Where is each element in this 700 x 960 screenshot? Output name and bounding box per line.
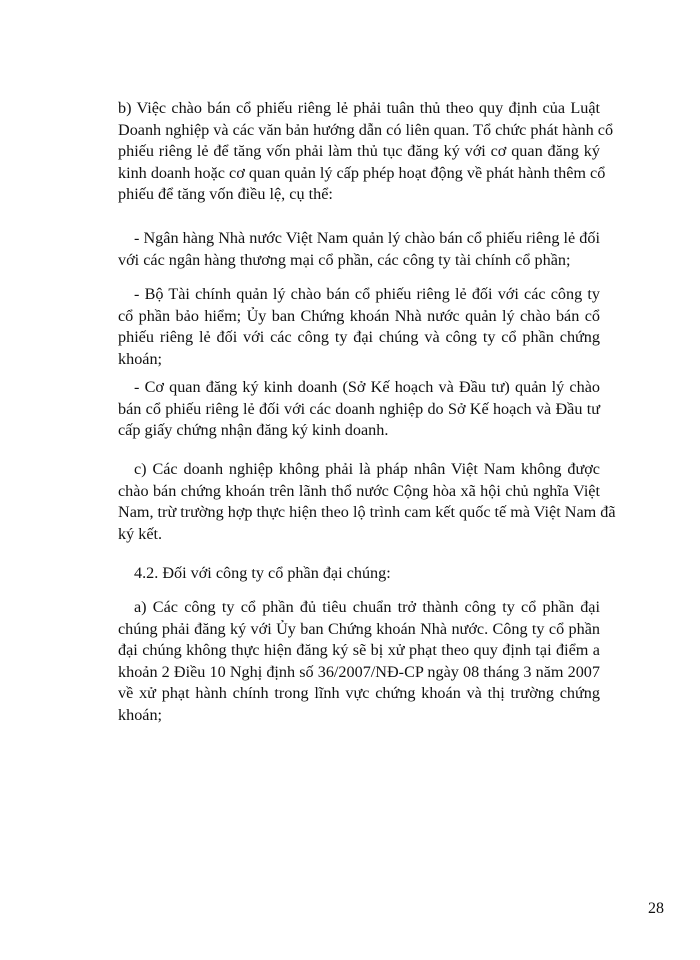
text-line: a) Các công ty cổ phần đủ tiêu chuẩn trở thành công ty cổ phần đại <box>134 598 600 616</box>
paragraph-bullet-ministry-finance <box>118 284 600 370</box>
text-line: về xử phạt hành chính trong lĩnh vực chứng khoán và thị trường chứng <box>118 684 600 702</box>
page-number: 28 <box>648 900 664 917</box>
section-heading-4-2 <box>118 563 600 585</box>
paragraph-a <box>118 597 600 726</box>
text-line: - Bộ Tài chính quản lý chào bán cổ phiếu riêng lẻ đối với các công ty <box>134 285 600 303</box>
text-line: 4.2. Đối với công ty cổ phần đại chúng: <box>134 564 391 582</box>
text-line: cấp giấy chứng nhận đăng ký kinh doanh. <box>118 421 389 439</box>
text-line: phiếu riêng lẻ đối với các công ty đại chúng và công ty cổ phần chứng <box>118 328 600 346</box>
text-line: với các ngân hàng thương mại cổ phần, các công ty tài chính cổ phần; <box>118 250 571 269</box>
text-line: chào bán chứng khoán trên lãnh thổ nước Cộng hòa xã hội chủ nghĩa Việt <box>118 481 600 500</box>
text-line: ký kết. <box>118 524 163 543</box>
text-line: khoản 2 Điều 10 Nghị định số 36/2007/NĐ-CP ngày 08 tháng 3 năm 2007 <box>118 662 600 681</box>
text-line: chúng phải đăng ký với Ủy ban Chứng khoán Nhà nước. Công ty cổ phần <box>118 619 600 638</box>
text-line: - Ngân hàng Nhà nước Việt Nam quản lý chào bán cổ phiếu riêng lẻ đối <box>134 229 600 247</box>
paragraph-c <box>118 459 616 545</box>
text-line: - Cơ quan đăng ký kinh doanh (Sở Kế hoạch và Đầu tư) quản lý chào <box>134 378 600 396</box>
paragraph-bullet-business-registration <box>118 377 600 442</box>
text-line: kinh doanh hoặc cơ quan quản lý cấp phép hoạt động về phát hành thêm cổ <box>118 163 606 182</box>
paragraph-b <box>118 98 614 206</box>
text-line: bán cổ phiếu riêng lẻ đối với các doanh nghiệp do Sở Kế hoạch và Đầu tư <box>118 399 600 418</box>
text-line: cổ phần bảo hiểm; Ủy ban Chứng khoán Nhà nước quản lý chào bán cổ <box>118 306 600 325</box>
text-line: đại chúng không thực hiện đăng ký sẽ bị xử phạt theo quy định tại điểm a <box>118 641 600 659</box>
text-line: khoán; <box>118 349 163 368</box>
text-line: phiếu riêng lẻ để tăng vốn phải làm thủ tục đăng ký với cơ quan đăng ký <box>118 142 600 160</box>
text-line: b) Việc chào bán cổ phiếu riêng lẻ phải tuân thủ theo quy định của Luật <box>118 99 600 117</box>
text-line: phiếu để tăng vốn điều lệ, cụ thể: <box>118 185 333 203</box>
paragraph-bullet-state-bank <box>118 228 600 271</box>
text-line: Nam, trừ trường hợp thực hiện theo lộ trình cam kết quốc tế mà Việt Nam đã <box>118 503 616 521</box>
text-line: khoán; <box>118 705 163 724</box>
text-line: Doanh nghiệp và các văn bản hướng dẫn có liên quan. Tổ chức phát hành cổ <box>118 120 614 139</box>
text-line: c) Các doanh nghiệp không phải là pháp nhân Việt Nam không được <box>134 460 600 478</box>
